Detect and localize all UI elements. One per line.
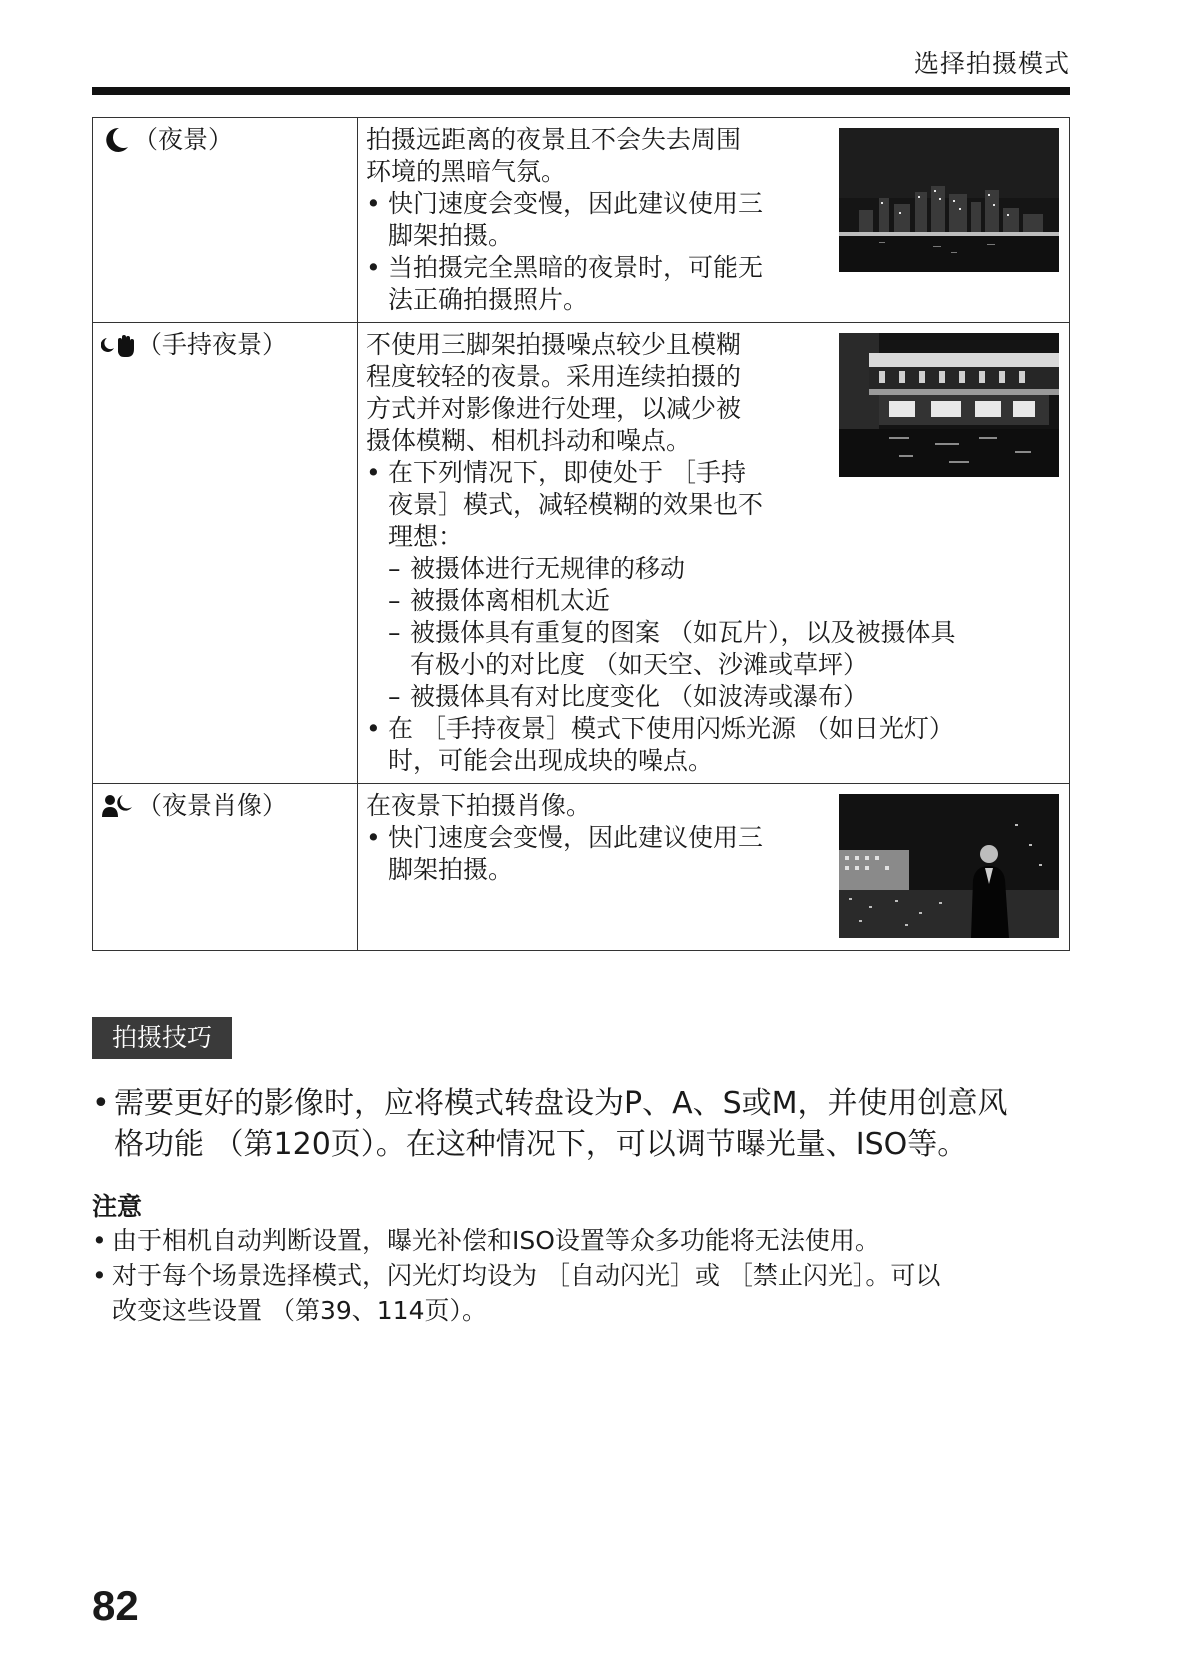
page-header-title: 选择拍摄模式 [913,49,1070,78]
list-item: – 被摄体具有对比度变化 （如波涛或瀑布） [388,682,868,711]
list-item: • 由于相机自动判断设置，曝光补偿和ISO设置等众多功能将无法使用。 [92,1226,880,1255]
table-row [93,118,1070,323]
description-text: 拍摄远距离的夜景且不会失去周围 环境的黑暗气氛。 [366,125,742,186]
description-text: 不使用三脚架拍摄噪点较少且模糊 程度较轻的夜景。采用连续拍摄的 方式并对影像进行处理，以减少被 摄体模糊、相机抖动和噪点。 [366,330,742,455]
description-cell [358,118,1070,323]
table-row [93,323,1070,784]
list-item: • 对于每个场景选择模式，闪光灯均设为 ［自动闪光］或 ［禁止闪光］。可以 改变这些设置 （第39、114页）。 [92,1261,941,1325]
notes-heading: 注意 [92,1192,143,1221]
header-rule [92,87,1070,95]
night-city-skyline-photo [839,128,1059,272]
mode-cell [93,784,358,951]
list-item: – 被摄体具有重复的图案 （如瓦片），以及被摄体具 有极小的对比度 （如天空、沙滩或草坪） [388,618,956,679]
list-item: • 在下列情况下，即使处于 ［手持 夜景］模式，减轻模糊的效果也不 理想： [366,458,764,551]
person-moon-icon [101,791,135,821]
mode-cell [93,118,358,323]
shooting-tips-text [92,1083,1072,1165]
page-number: 82 [92,1582,139,1629]
mode-cell [93,323,358,784]
scene-mode-table [92,117,1070,951]
list-item: • 快门速度会变慢，因此建议使用三 脚架拍摄。 [366,823,764,884]
notes-list [92,1223,1072,1328]
list-item: – 被摄体离相机太近 [388,586,611,615]
table-row [93,784,1070,951]
moon-icon [101,125,131,155]
description-cell [358,323,1070,784]
moon-hand-icon [101,330,135,360]
night-waterfront-building-photo [839,333,1059,477]
description-text: 在夜景下拍摄肖像。 [366,791,592,820]
description-cell [358,784,1070,951]
list-item: – 被摄体进行无规律的移动 [388,554,686,583]
shooting-tips-label: 拍摄技巧 [92,1017,232,1059]
list-item: • 需要更好的影像时，应将模式转盘设为P、A、S或M，并使用创意风 格功能 （第120页）。在这种情况下，可以调节曝光量、ISO等。 [92,1086,1008,1162]
mode-name-night-scene: （夜景） [133,125,234,154]
list-item: • 快门速度会变慢，因此建议使用三 脚架拍摄。 [366,189,764,250]
list-item: • 在 ［手持夜景］模式下使用闪烁光源 （如日光灯） 时，可能会出现成块的噪点。 [366,714,954,775]
mode-name-handheld-night: （手持夜景） [137,330,288,359]
night-portrait-photo [839,794,1059,938]
mode-name-night-portrait: （夜景肖像） [137,791,288,820]
list-item: • 当拍摄完全黑暗的夜景时，可能无 法正确拍摄照片。 [366,253,764,314]
